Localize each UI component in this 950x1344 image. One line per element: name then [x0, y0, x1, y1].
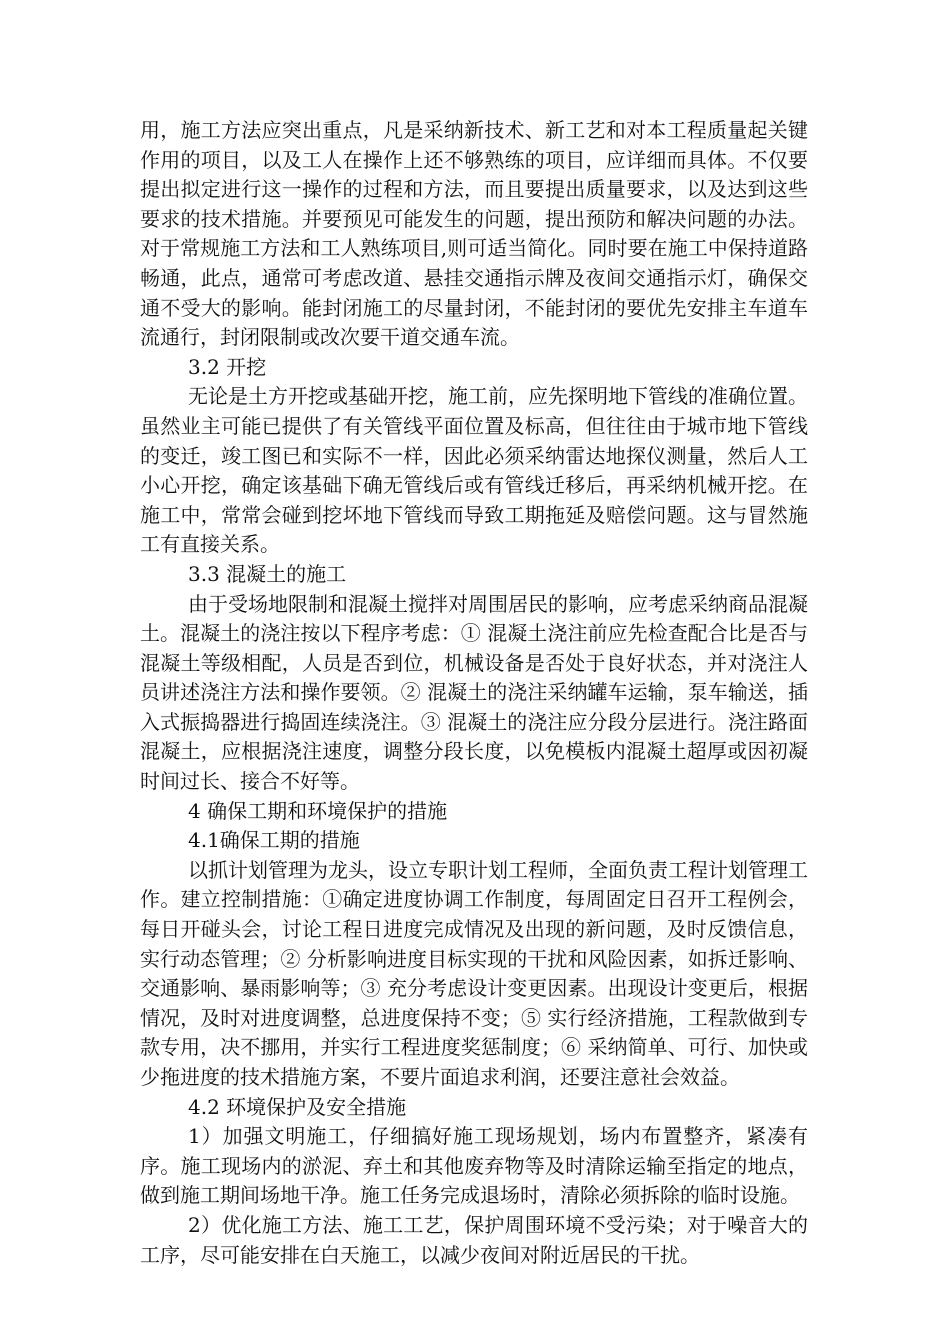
- body-paragraph: 2）优化施工方法、施工工艺，保护周围环境不受污染；对于噪音大的工序，尽可能安排在白天施工，以减少夜间对附近居民的干扰。: [140, 1212, 808, 1267]
- body-paragraph: 无论是土方开挖或基础开挖，施工前，应先探明地下管线的准确位置。虽然业主可能已提供了有关管线平面位置及标高，但往往由于城市地下管线的变迁，竣工图已和实际不一样，因此必须采纳雷达地探仪测量，然后人工小心开挖，确定该基础下确无管线后或有管线迁移后，再采纳机械开挖。在施工中，常常会碰到挖坏地下管线而导致工期拖延及赔偿问题。这与冒然施工有直接关系。: [140, 384, 808, 557]
- body-paragraph: 由于受场地限制和混凝土搅拌对周围居民的影响，应考虑采纳商品混凝土。混凝土的浇注按以下程序考虑：① 混凝土浇注前应先检查配合比是否与混凝土等级相配，人员是否到位，机械设备是否处于良好状态，并对浇注人员讲述浇注方法和操作要领。② 混凝土的浇注采纳罐车运输，泵车输送，插入式振捣器进行捣固连续浇注。③ 混凝土的浇注应分段分层进行。浇注路面混凝土，应根据浇注速度，调整分段长度，以免模板内混凝土超厚或因初凝时间过长、接合不好等。: [140, 591, 808, 794]
- section-heading: 4.2 环境保护及安全措施: [188, 1094, 407, 1119]
- body-paragraph: 1）加强文明施工，仔细搞好施工现场规划，场内布置整齐，紧凑有序。施工现场内的淤泥、弃土和其他废弃物等及时清除运输至指定的地点，做到施工期间场地干净。施工任务完成退场时，清除必须拆除的临时设施。: [140, 1124, 808, 1208]
- body-paragraph: 用，施工方法应突出重点，凡是采纳新技术、新工艺和对本工程质量起关键作用的项目，以及工人在操作上还不够熟练的项目，应详细而具体。不仅要提出拟定进行这一操作的过程和方法，而且要提出质量要求，以及达到这些要求的技术措施。并要预见可能发生的问题，提出预防和解决问题的办法。对于常规施工方法和工人熟练项目,则可适当简化。同时要在施工中保持道路畅通，此点，通常可考虑改道、悬挂交通指示牌及夜间交通指示灯，确保交通不受大的影响。能封闭施工的尽量封闭，不能封闭的要优先安排主车道车流通行，封闭限制或改次要干道交通车流。: [140, 118, 808, 350]
- chapter-heading: 4 确保工期和环境保护的措施: [188, 798, 448, 823]
- body-paragraph: 以抓计划管理为龙头，设立专职计划工程师，全面负责工程计划管理工作。建立控制措施：①确定进度协调工作制度，每周固定日召开工程例会，每日开碰头会，讨论工程日进度完成情况及出现的新问题，及时反馈信息，实行动态管理；② 分析影响进度目标实现的干扰和风险因素，如拆迁影响、交通影响、暴雨影响等；③ 充分考虑设计变更因素。出现设计变更后，根据情况，及时对进度调整，总进度保持不变；⑤ 实行经济措施，工程款做到专款专用，决不挪用，并实行工程进度奖惩制度；⑥ 采纳简单、可行、加快或少拖进度的技术措施方案，不要片面追求利润，还要注意社会效益。: [140, 857, 808, 1089]
- section-heading: 3.2 开挖: [188, 354, 267, 379]
- section-heading: 4.1确保工期的措施: [188, 828, 360, 853]
- document-body: [140, 116, 808, 1270]
- section-heading: 3.3 混凝土的施工: [188, 561, 347, 586]
